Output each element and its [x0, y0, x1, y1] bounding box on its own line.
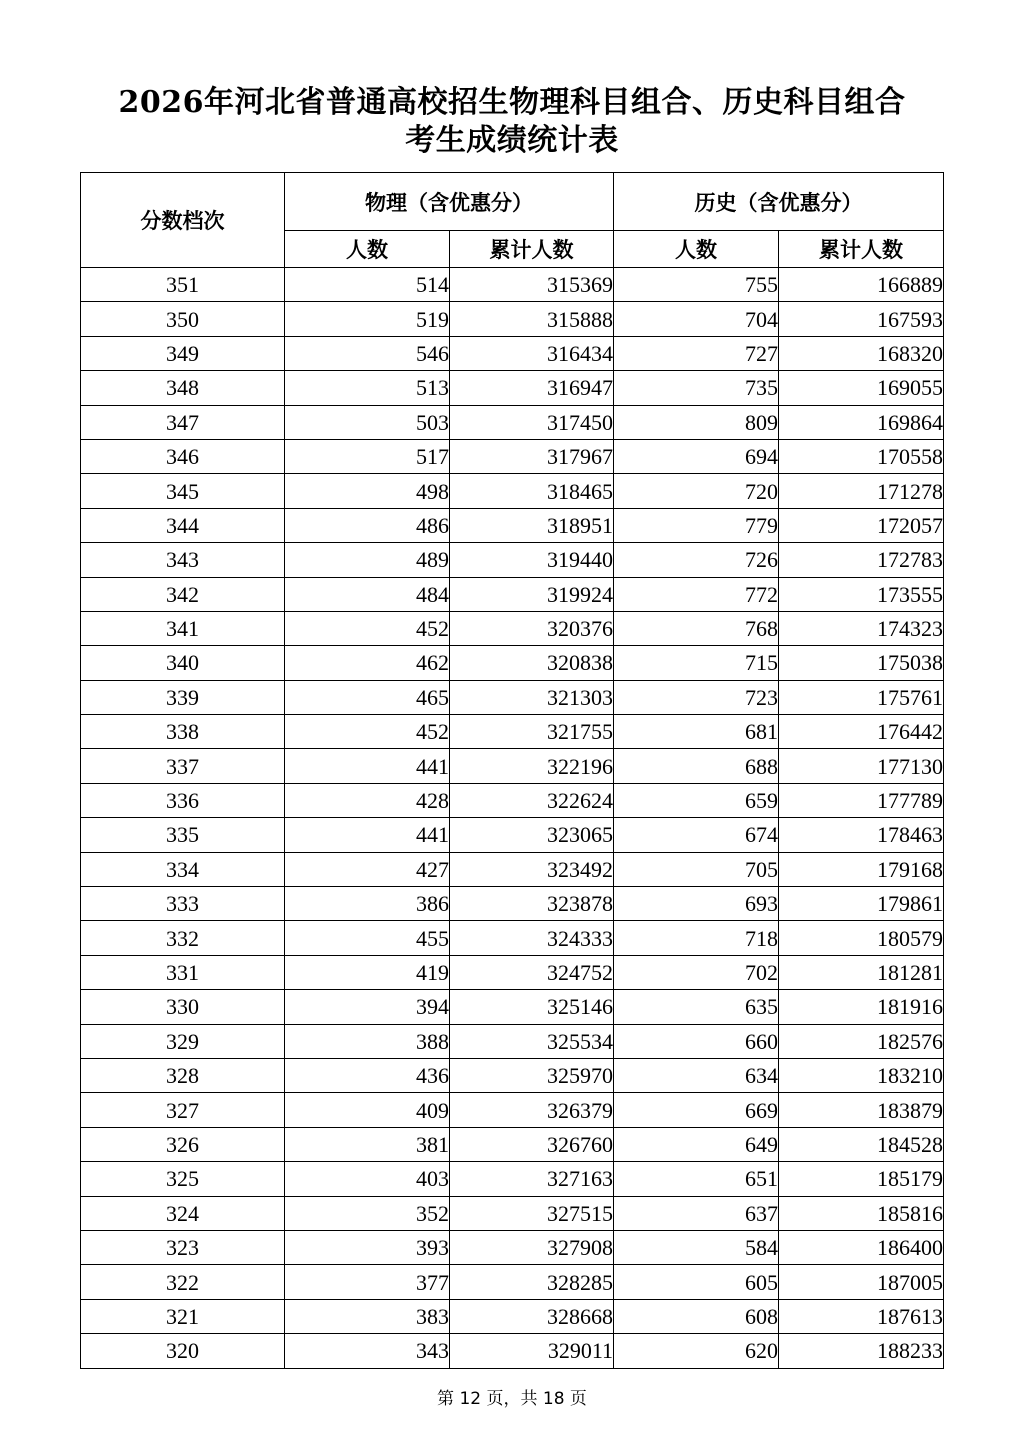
history-cumulative-cell: 175761: [779, 680, 944, 714]
history-cumulative-cell: 179168: [779, 852, 944, 886]
score-cell: 333: [81, 887, 285, 921]
physics-count-cell: 383: [285, 1299, 450, 1333]
score-cell: 343: [81, 543, 285, 577]
score-cell: 331: [81, 955, 285, 989]
history-cumulative-cell: 181281: [779, 955, 944, 989]
score-cell: 329: [81, 1024, 285, 1058]
score-cell: 344: [81, 508, 285, 542]
history-count-cell: 702: [614, 955, 779, 989]
page-footer: 第 12 页，共 18 页: [437, 1389, 587, 1409]
physics-count-cell: 503: [285, 405, 450, 439]
physics-count-cell: 381: [285, 1127, 450, 1161]
table-row: [81, 1230, 944, 1264]
history-cumulative-cell: 178463: [779, 818, 944, 852]
header-physics-count: 人数: [285, 231, 450, 268]
history-count-cell: 720: [614, 474, 779, 508]
header-physics: 物理（含优惠分）: [285, 173, 614, 231]
score-cell: 324: [81, 1196, 285, 1230]
history-cumulative-cell: 175038: [779, 646, 944, 680]
physics-cumulative-cell: 322624: [450, 783, 614, 817]
history-count-cell: 669: [614, 1093, 779, 1127]
physics-count-cell: 394: [285, 990, 450, 1024]
history-count-cell: 584: [614, 1230, 779, 1264]
table-row: [81, 887, 944, 921]
header-score-level: 分数档次: [81, 173, 285, 268]
history-count-cell: 608: [614, 1299, 779, 1333]
physics-count-cell: 498: [285, 474, 450, 508]
physics-cumulative-cell: 324333: [450, 921, 614, 955]
header-history: 历史（含优惠分）: [614, 173, 944, 231]
physics-count-cell: 514: [285, 268, 450, 302]
score-cell: 332: [81, 921, 285, 955]
score-cell: 342: [81, 577, 285, 611]
table-row: [81, 508, 944, 542]
score-cell: 323: [81, 1230, 285, 1264]
table-row: [81, 611, 944, 645]
history-cumulative-cell: 177130: [779, 749, 944, 783]
history-cumulative-cell: 172783: [779, 543, 944, 577]
physics-count-cell: 388: [285, 1024, 450, 1058]
table-row: [81, 1265, 944, 1299]
history-count-cell: 635: [614, 990, 779, 1024]
history-cumulative-cell: 169864: [779, 405, 944, 439]
table-row: [81, 749, 944, 783]
physics-count-cell: 513: [285, 371, 450, 405]
table-row: [81, 990, 944, 1024]
score-cell: 330: [81, 990, 285, 1024]
history-count-cell: 704: [614, 302, 779, 336]
score-cell: 348: [81, 371, 285, 405]
physics-count-cell: 441: [285, 749, 450, 783]
history-count-cell: 694: [614, 439, 779, 473]
table-body: [81, 268, 944, 1369]
physics-cumulative-cell: 327163: [450, 1162, 614, 1196]
physics-count-cell: 441: [285, 818, 450, 852]
score-cell: 350: [81, 302, 285, 336]
history-count-cell: 637: [614, 1196, 779, 1230]
physics-count-cell: 452: [285, 715, 450, 749]
physics-cumulative-cell: 321303: [450, 680, 614, 714]
physics-count-cell: 409: [285, 1093, 450, 1127]
physics-cumulative-cell: 326760: [450, 1127, 614, 1161]
table-row: [81, 955, 944, 989]
table-row: [81, 818, 944, 852]
history-cumulative-cell: 184528: [779, 1127, 944, 1161]
table-row: [81, 646, 944, 680]
physics-cumulative-cell: 320376: [450, 611, 614, 645]
history-count-cell: 726: [614, 543, 779, 577]
history-cumulative-cell: 185816: [779, 1196, 944, 1230]
physics-count-cell: 452: [285, 611, 450, 645]
header-history-cumulative: 累计人数: [779, 231, 944, 268]
history-count-cell: 681: [614, 715, 779, 749]
history-count-cell: 715: [614, 646, 779, 680]
physics-cumulative-cell: 317450: [450, 405, 614, 439]
history-count-cell: 809: [614, 405, 779, 439]
header-physics-cumulative: 累计人数: [450, 231, 614, 268]
history-cumulative-cell: 171278: [779, 474, 944, 508]
physics-count-cell: 427: [285, 852, 450, 886]
history-cumulative-cell: 172057: [779, 508, 944, 542]
table-row: [81, 1093, 944, 1127]
physics-cumulative-cell: 329011: [450, 1334, 614, 1368]
physics-cumulative-cell: 325534: [450, 1024, 614, 1058]
physics-count-cell: 343: [285, 1334, 450, 1368]
table-row: [81, 302, 944, 336]
score-cell: 334: [81, 852, 285, 886]
table-row: [81, 1058, 944, 1092]
physics-count-cell: 377: [285, 1265, 450, 1299]
history-count-cell: 693: [614, 887, 779, 921]
table-row: [81, 1196, 944, 1230]
physics-cumulative-cell: 315888: [450, 302, 614, 336]
score-cell: 347: [81, 405, 285, 439]
history-count-cell: 772: [614, 577, 779, 611]
score-cell: 351: [81, 268, 285, 302]
history-cumulative-cell: 185179: [779, 1162, 944, 1196]
table-row: [81, 405, 944, 439]
score-cell: 339: [81, 680, 285, 714]
history-cumulative-cell: 176442: [779, 715, 944, 749]
history-count-cell: 651: [614, 1162, 779, 1196]
history-count-cell: 674: [614, 818, 779, 852]
table-row: [81, 268, 944, 302]
history-count-cell: 660: [614, 1024, 779, 1058]
physics-count-cell: 489: [285, 543, 450, 577]
physics-cumulative-cell: 328668: [450, 1299, 614, 1333]
physics-cumulative-cell: 319440: [450, 543, 614, 577]
table-row: [81, 371, 944, 405]
table-row: [81, 680, 944, 714]
history-count-cell: 659: [614, 783, 779, 817]
history-count-cell: 634: [614, 1058, 779, 1092]
history-count-cell: 723: [614, 680, 779, 714]
history-count-cell: 705: [614, 852, 779, 886]
score-cell: 337: [81, 749, 285, 783]
score-statistics-table: [80, 172, 944, 1369]
physics-cumulative-cell: 325970: [450, 1058, 614, 1092]
history-cumulative-cell: 179861: [779, 887, 944, 921]
history-cumulative-cell: 166889: [779, 268, 944, 302]
physics-count-cell: 393: [285, 1230, 450, 1264]
header-history-count: 人数: [614, 231, 779, 268]
score-cell: 321: [81, 1299, 285, 1333]
history-cumulative-cell: 169055: [779, 371, 944, 405]
history-count-cell: 620: [614, 1334, 779, 1368]
physics-count-cell: 546: [285, 336, 450, 370]
history-cumulative-cell: 181916: [779, 990, 944, 1024]
physics-count-cell: 403: [285, 1162, 450, 1196]
score-cell: 322: [81, 1265, 285, 1299]
physics-cumulative-cell: 328285: [450, 1265, 614, 1299]
score-cell: 327: [81, 1093, 285, 1127]
score-cell: 326: [81, 1127, 285, 1161]
physics-cumulative-cell: 325146: [450, 990, 614, 1024]
table-row: [81, 1334, 944, 1368]
table-row: [81, 474, 944, 508]
physics-cumulative-cell: 326379: [450, 1093, 614, 1127]
physics-cumulative-cell: 317967: [450, 439, 614, 473]
physics-count-cell: 484: [285, 577, 450, 611]
score-cell: 340: [81, 646, 285, 680]
physics-count-cell: 465: [285, 680, 450, 714]
table-row: [81, 1299, 944, 1333]
history-cumulative-cell: 174323: [779, 611, 944, 645]
table-row: [81, 439, 944, 473]
document-title-line1: 2026年河北省普通高校招生物理科目组合、历史科目组合: [118, 85, 906, 120]
history-cumulative-cell: 183879: [779, 1093, 944, 1127]
physics-count-cell: 517: [285, 439, 450, 473]
physics-count-cell: 462: [285, 646, 450, 680]
physics-count-cell: 519: [285, 302, 450, 336]
table-row: [81, 336, 944, 370]
history-cumulative-cell: 170558: [779, 439, 944, 473]
history-count-cell: 718: [614, 921, 779, 955]
table-row: [81, 577, 944, 611]
history-count-cell: 605: [614, 1265, 779, 1299]
history-count-cell: 727: [614, 336, 779, 370]
table-row: [81, 543, 944, 577]
physics-count-cell: 352: [285, 1196, 450, 1230]
score-cell: 325: [81, 1162, 285, 1196]
history-count-cell: 779: [614, 508, 779, 542]
history-count-cell: 768: [614, 611, 779, 645]
physics-count-cell: 455: [285, 921, 450, 955]
physics-cumulative-cell: 316434: [450, 336, 614, 370]
table-row: [81, 1024, 944, 1058]
table-row: [81, 783, 944, 817]
physics-cumulative-cell: 323878: [450, 887, 614, 921]
history-cumulative-cell: 183210: [779, 1058, 944, 1092]
score-cell: 346: [81, 439, 285, 473]
physics-cumulative-cell: 318951: [450, 508, 614, 542]
table-row: [81, 715, 944, 749]
physics-cumulative-cell: 327515: [450, 1196, 614, 1230]
score-cell: 335: [81, 818, 285, 852]
score-cell: 336: [81, 783, 285, 817]
physics-count-cell: 386: [285, 887, 450, 921]
physics-cumulative-cell: 318465: [450, 474, 614, 508]
physics-count-cell: 428: [285, 783, 450, 817]
physics-count-cell: 436: [285, 1058, 450, 1092]
score-cell: 345: [81, 474, 285, 508]
score-cell: 341: [81, 611, 285, 645]
table-row: [81, 1127, 944, 1161]
history-cumulative-cell: 187005: [779, 1265, 944, 1299]
history-count-cell: 735: [614, 371, 779, 405]
physics-cumulative-cell: 315369: [450, 268, 614, 302]
history-cumulative-cell: 167593: [779, 302, 944, 336]
score-cell: 338: [81, 715, 285, 749]
history-cumulative-cell: 168320: [779, 336, 944, 370]
history-count-cell: 688: [614, 749, 779, 783]
physics-cumulative-cell: 327908: [450, 1230, 614, 1264]
history-count-cell: 649: [614, 1127, 779, 1161]
history-cumulative-cell: 173555: [779, 577, 944, 611]
physics-cumulative-cell: 322196: [450, 749, 614, 783]
table-row: [81, 921, 944, 955]
history-cumulative-cell: 180579: [779, 921, 944, 955]
physics-cumulative-cell: 316947: [450, 371, 614, 405]
history-cumulative-cell: 177789: [779, 783, 944, 817]
history-cumulative-cell: 188233: [779, 1334, 944, 1368]
score-cell: 320: [81, 1334, 285, 1368]
physics-cumulative-cell: 323065: [450, 818, 614, 852]
history-cumulative-cell: 182576: [779, 1024, 944, 1058]
table-row: [81, 1162, 944, 1196]
physics-count-cell: 419: [285, 955, 450, 989]
physics-cumulative-cell: 321755: [450, 715, 614, 749]
physics-cumulative-cell: 324752: [450, 955, 614, 989]
history-cumulative-cell: 187613: [779, 1299, 944, 1333]
physics-cumulative-cell: 323492: [450, 852, 614, 886]
score-cell: 328: [81, 1058, 285, 1092]
physics-cumulative-cell: 319924: [450, 577, 614, 611]
history-cumulative-cell: 186400: [779, 1230, 944, 1264]
document-title-line2: 考生成绩统计表: [405, 123, 619, 158]
physics-count-cell: 486: [285, 508, 450, 542]
history-count-cell: 755: [614, 268, 779, 302]
table-row: [81, 852, 944, 886]
physics-cumulative-cell: 320838: [450, 646, 614, 680]
score-cell: 349: [81, 336, 285, 370]
